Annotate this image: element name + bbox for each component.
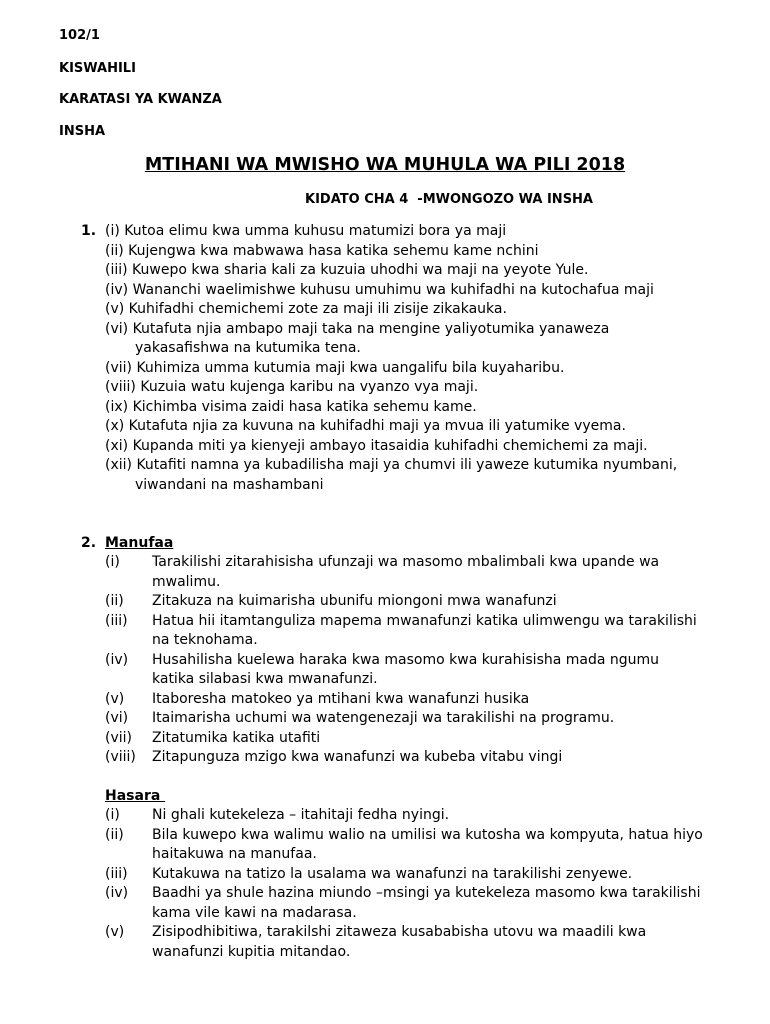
list-item-label: (iii) [105,865,128,882]
list-item-text: Husahilisha kuelewa haraka kwa masomo kwa kurahisisha mada ngumu katika silabasi kwa mwanafunzi. [152,651,660,687]
list-item-label: (iv) [105,885,129,901]
list-item-text: Zisipodhibitiwa, tarakilshi zitaweza kusababisha utovu wa maadili kwa wanafunzi kupitia mitandao. [152,924,647,960]
list-item-text: Kuhifadhi chemichemi zote za maji ili zisije zikakauka. [128,301,507,317]
list-item-label: (v) [105,924,125,940]
list-item [105,709,705,729]
list-item [105,592,705,612]
list-item [105,651,705,690]
list-item-text: Kujengwa kwa mabwawa hasa katika sehemu kame nchini [128,242,539,259]
paper-type: INSHA [59,124,106,139]
list-item-label: (vi) [105,710,129,726]
list-item [105,417,705,437]
hasara-heading: Hasara [105,788,166,804]
list-item [105,748,705,768]
list-item-text: Zitakuza na kuimarisha ubunifu miongoni mwa wanafunzi [152,593,557,609]
list-item-text: Kuwepo kwa sharia kali za kuzuia uhodhi wa maji na yeyote Yule. [132,262,589,278]
list-item-label: (vii) [105,359,132,376]
list-item [105,222,705,242]
list-item-label: (i) [105,807,120,823]
list-item-text: Ni ghali kutekeleza – itahitaji fedha nyingi. [152,807,450,823]
list-item-text: Tarakilishi zitarahisisha ufunzaji wa masomo mbalimbali kwa upande wa mwalimu. [152,554,660,590]
list-item-label: (iv) [105,281,129,298]
list-item-text: Kutoa elimu kwa umma kuhusu matumizi bora ya maji [124,223,507,239]
list-item-label: (ix) [105,398,129,415]
list-item-text: Kuhimiza umma kutumia maji kwa uangalifu bila kuyaharibu. [136,359,565,376]
list-item [105,300,705,320]
list-item-text: Kutakuwa na tatizo la usalama wa wanafunzi na tarakilishi zenyewe. [152,865,633,882]
list-item [105,553,705,592]
list-item-text: Itaboresha matokeo ya mtihani kwa wanafunzi husika [152,690,530,707]
list-item-label: (xii) [105,457,132,473]
document-subtitle: KIDATO CHA 4 -MWONGOZO WA INSHA [305,192,593,207]
list-item-label: (ii) [105,826,124,843]
subject-name: KISWAHILI [59,61,136,76]
list-item-label: (vi) [105,320,129,337]
list-item-text: Kupanda miti ya kienyeji ambayo itasaidia kuhifadhi chemichemi za maji. [132,437,648,454]
list-item-text: Zitatumika katika utafiti [152,729,321,746]
manufaa-heading: Manufaa [105,535,174,551]
list-item [105,826,705,865]
list-item-text: Bila kuwepo kwa walimu walio na umilisi wa kutosha wa kompyuta, hatua hiyo haitakuwa na manufaa. [152,826,703,862]
list-item [105,242,705,262]
list-item-text: Wananchi waelimishwe kuhusu umuhimu wa kuhifadhi na kutochafua maji [132,281,654,298]
list-item [105,690,705,710]
list-item-label: (v) [105,690,125,707]
exam-code: 102/1 [59,28,100,43]
list-item-label: (ii) [105,242,124,259]
list-item-label: (iii) [105,612,128,629]
list-item-text: Kutafuta njia ambapo maji taka na mengine yaliyotumika yanaweza yakasafishwa na kutumika tena. [132,320,610,356]
document-title: MTIHANI WA MWISHO WA MUHULA WA PILI 2018 [144,155,626,175]
list-item-label: (vii) [105,729,132,746]
question-1-list [105,222,705,495]
list-item [105,865,705,885]
list-item-label: (iv) [105,651,129,668]
list-item-text: Hatua hii itamtanguliza mapema mwanafunzi katika ulimwengu wa tarakilishi na teknohama. [152,612,697,648]
list-item [105,261,705,281]
list-item-label: (i) [105,554,120,570]
question-2-number: 2. [81,535,97,551]
list-item [105,437,705,457]
list-item [105,398,705,418]
list-item [105,729,705,749]
manufaa-list [105,553,705,768]
list-item [105,612,705,651]
list-item-label: (iii) [105,262,128,278]
list-item [105,378,705,398]
paper-name: KARATASI YA KWANZA [59,92,222,107]
list-item-label: (i) [105,223,120,239]
list-item [105,320,705,359]
list-item-label: (xi) [105,437,129,454]
list-item-label: (viii) [105,379,136,395]
list-item-text: Kichimba visima zaidi hasa katika sehemu kame. [132,398,477,415]
list-item-text: Kutafiti namna ya kubadilisha maji ya chumvi ili yaweze kutumika nyumbani, viwandani na mashambani [135,457,678,493]
list-item [105,359,705,379]
list-item [105,281,705,301]
list-item [105,456,705,495]
list-item-label: (ii) [105,593,124,609]
list-item-text: Zitapunguza mzigo kwa wanafunzi wa kubeba vitabu vingi [152,749,563,765]
list-item [105,884,705,923]
list-item-text: Kuzuia watu kujenga karibu na vyanzo vya maji. [140,379,479,395]
list-item-text: Itaimarisha uchumi wa watengenezaji wa tarakilishi na programu. [152,710,615,726]
hasara-list [105,806,705,962]
list-item-text: Baadhi ya shule hazina miundo –msingi ya kutekeleza masomo kwa tarakilishi kama vile kawi na madarasa. [152,885,701,921]
list-item-text: Kutafuta njia za kuvuna na kuhifadhi maji ya mvua ili yatumike vyema. [128,418,626,434]
list-item [105,806,705,826]
question-1-number: 1. [81,223,97,239]
list-item-label: (v) [105,301,125,317]
list-item [105,923,705,962]
list-item-label: (viii) [105,749,136,765]
list-item-label: (x) [105,418,125,434]
